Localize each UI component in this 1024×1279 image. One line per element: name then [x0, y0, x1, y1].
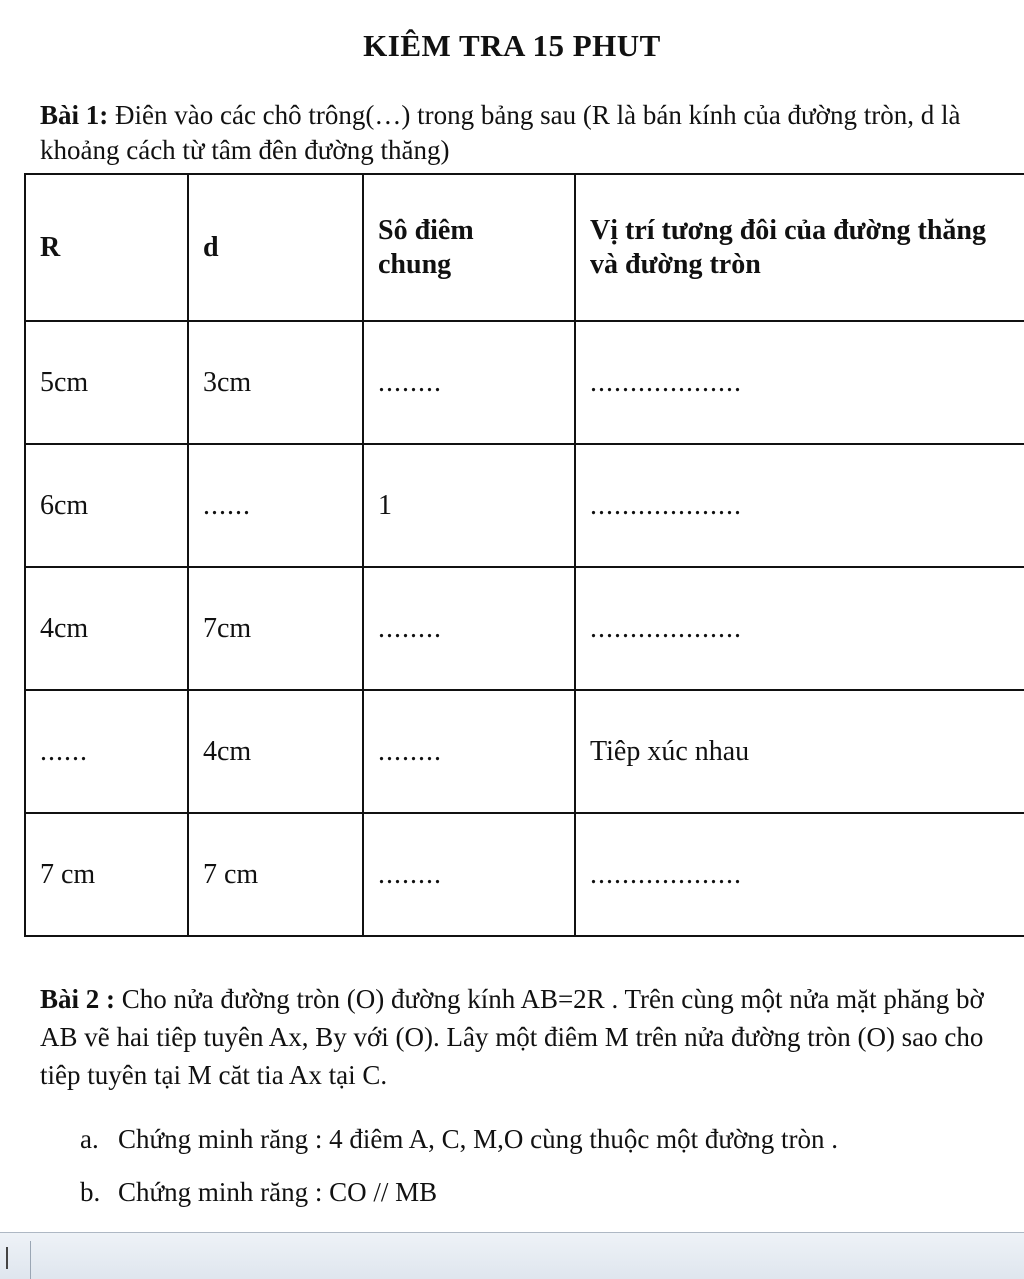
header-common-points: Sô điêm chung [363, 174, 575, 321]
exercise-1-prompt [40, 98, 1000, 168]
cell-common-points: ........ [363, 690, 575, 813]
cell-common-points: ........ [363, 813, 575, 936]
cell-radius: 6cm [25, 444, 188, 567]
exercise-1-text: Điên vào các chô trông(…) trong bảng sau (R là bán kính của đường tròn, d là khoảng cách từ tâm đên đường thăng) [40, 100, 961, 165]
cell-radius: 5cm [25, 321, 188, 444]
cell-distance: 4cm [188, 690, 363, 813]
page-title: KIÊM TRA 15 PHUT [363, 28, 661, 63]
table-row [25, 813, 1024, 936]
cell-relative-position: ................... [575, 813, 1024, 936]
answer-table [24, 173, 1024, 937]
table-header-row [25, 174, 1024, 321]
item-text: Chứng minh răng : CO // MB [118, 1177, 438, 1207]
cell-radius: 7 cm [25, 813, 188, 936]
exercise-2-prompt [40, 980, 1015, 1094]
cell-distance: 3cm [188, 321, 363, 444]
cell-distance: 7cm [188, 567, 363, 690]
header-distance: d [188, 174, 363, 321]
cell-common-points: 1 [363, 444, 575, 567]
table-row [25, 567, 1024, 690]
cell-relative-position: ................... [575, 444, 1024, 567]
status-bar [0, 1232, 1024, 1279]
cell-relative-position: ................... [575, 321, 1024, 444]
status-bar-divider [30, 1241, 31, 1279]
item-marker: a. [80, 1124, 99, 1154]
cell-radius: ...... [25, 690, 188, 813]
table-row [25, 690, 1024, 813]
header-radius: R [25, 174, 188, 321]
exercise-2-item-a [80, 1121, 838, 1157]
item-marker: b. [80, 1177, 101, 1207]
table-row [25, 444, 1024, 567]
exercise-1-label: Bài 1: [40, 100, 109, 130]
item-text: Chứng minh răng : 4 điêm A, C, M,O cùng thuộc một đường tròn . [118, 1124, 839, 1154]
cell-distance: ...... [188, 444, 363, 567]
exercise-2-label: Bài 2 : [40, 984, 116, 1014]
cell-common-points: ........ [363, 567, 575, 690]
cell-relative-position: ................... [575, 567, 1024, 690]
cell-common-points: ........ [363, 321, 575, 444]
header-relative-position: Vị trí tương đôi của đường thăng và đường tròn [575, 174, 1024, 321]
cell-radius: 4cm [25, 567, 188, 690]
status-bar-handle[interactable] [6, 1247, 8, 1269]
exercise-2-text: Cho nửa đường tròn (O) đường kính AB=2R . Trên cùng một nửa mặt phăng bờ AB vẽ hai tiêp tuyên Ax, By với (O). Lây một điêm M trên nửa đường tròn (O) sao cho tiêp tuyên tại M căt tia Ax tại C. [40, 984, 984, 1090]
table-row [25, 321, 1024, 444]
cell-relative-position: Tiêp xúc nhau [575, 690, 1024, 813]
cell-distance: 7 cm [188, 813, 363, 936]
exercise-2-item-b [80, 1174, 437, 1210]
